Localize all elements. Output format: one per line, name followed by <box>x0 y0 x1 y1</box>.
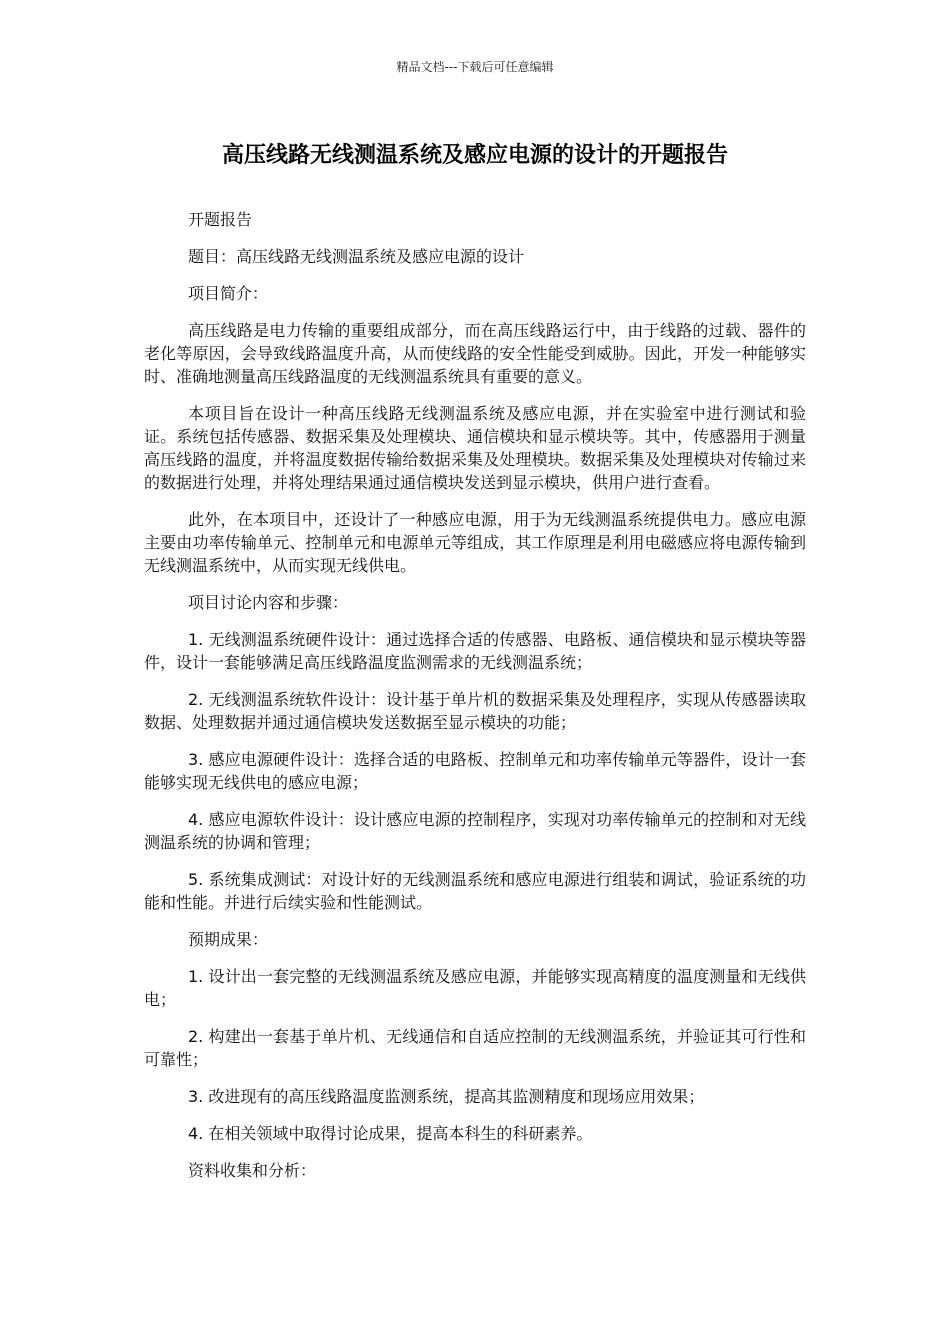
section-heading: 项目讨论内容和步骤： <box>188 593 349 612</box>
list-item: 1. 设计出一套完整的无线测温系统及感应电源，并能够实现高精度的温度测量和无线供电； <box>144 967 806 1009</box>
list-item: 5. 系统集成测试：对设计好的无线测温系统和感应电源进行组装和调试，验证系统的功能和性能。并进行后续实验和性能测试。 <box>144 870 806 912</box>
list-item: 1. 无线测温系统硬件设计：通过选择合适的传感器、电路板、通信模块和显示模块等器件，设计一套能够满足高压线路温度监测需求的无线测温系统； <box>144 630 806 672</box>
topic-line: 题目：高压线路无线测温系统及感应电源的设计 <box>188 247 525 266</box>
section-heading: 预期成果： <box>188 930 269 949</box>
section-heading: 项目简介： <box>188 284 269 303</box>
list-item: 2. 无线测温系统软件设计：设计基于单片机的数据采集及处理程序，实现从传感器读取数据、处理数据并通过通信模块发送数据至显示模块的功能； <box>144 690 806 732</box>
list-item: 3. 感应电源硬件设计：选择合适的电路板、控制单元和功率传输单元等器件，设计一套能够实现无线供电的感应电源； <box>144 750 806 792</box>
list-item: 4. 在相关领域中取得讨论成果，提高本科生的科研素养。 <box>188 1124 593 1143</box>
body-paragraph: 本项目旨在设计一种高压线路无线测温系统及感应电源，并在实验室中进行测试和验证。系统包括传感器、数据采集及处理模块、通信模块和显示模块等。其中，传感器用于测量高压线路的温度，并将温度数据传输给数据采集及处理模块。数据采集及处理模块对传输过来的数据进行处理，并将处理结果通过通信模块发送到显示模块，供用户进行查看。 <box>144 404 806 492</box>
list-item: 4. 感应电源软件设计：设计感应电源的控制程序，实现对功率传输单元的控制和对无线测温系统的协调和管理； <box>144 810 806 852</box>
list-item: 3. 改进现有的高压线路温度监测系统，提高其监测精度和现场应用效果； <box>188 1087 705 1106</box>
section-heading: 资料收集和分析： <box>188 1161 317 1180</box>
page-header: 精品文档---下载后可任意编辑 <box>396 60 554 74</box>
document-title: 高压线路无线测温系统及感应电源的设计的开题报告 <box>221 143 728 168</box>
body-paragraph: 高压线路是电力传输的重要组成部分，而在高压线路运行中，由于线路的过载、器件的老化等原因，会导致线路温度升高，从而使线路的安全性能受到威胁。因此，开发一种能够实时、准确地测量高压线路温度的无线测温系统具有重要的意义。 <box>144 321 806 386</box>
list-item: 2. 构建出一套基于单片机、无线通信和自适应控制的无线测温系统，并验证其可行性和可靠性； <box>144 1027 806 1069</box>
section-label: 开题报告 <box>188 210 253 229</box>
document-body <box>144 208 806 1196</box>
body-paragraph: 此外，在本项目中，还设计了一种感应电源，用于为无线测温系统提供电力。感应电源主要由功率传输单元、控制单元和电源单元等组成，其工作原理是利用电磁感应将电源传输到无线测温系统中，从而实现无线供电。 <box>144 510 806 575</box>
